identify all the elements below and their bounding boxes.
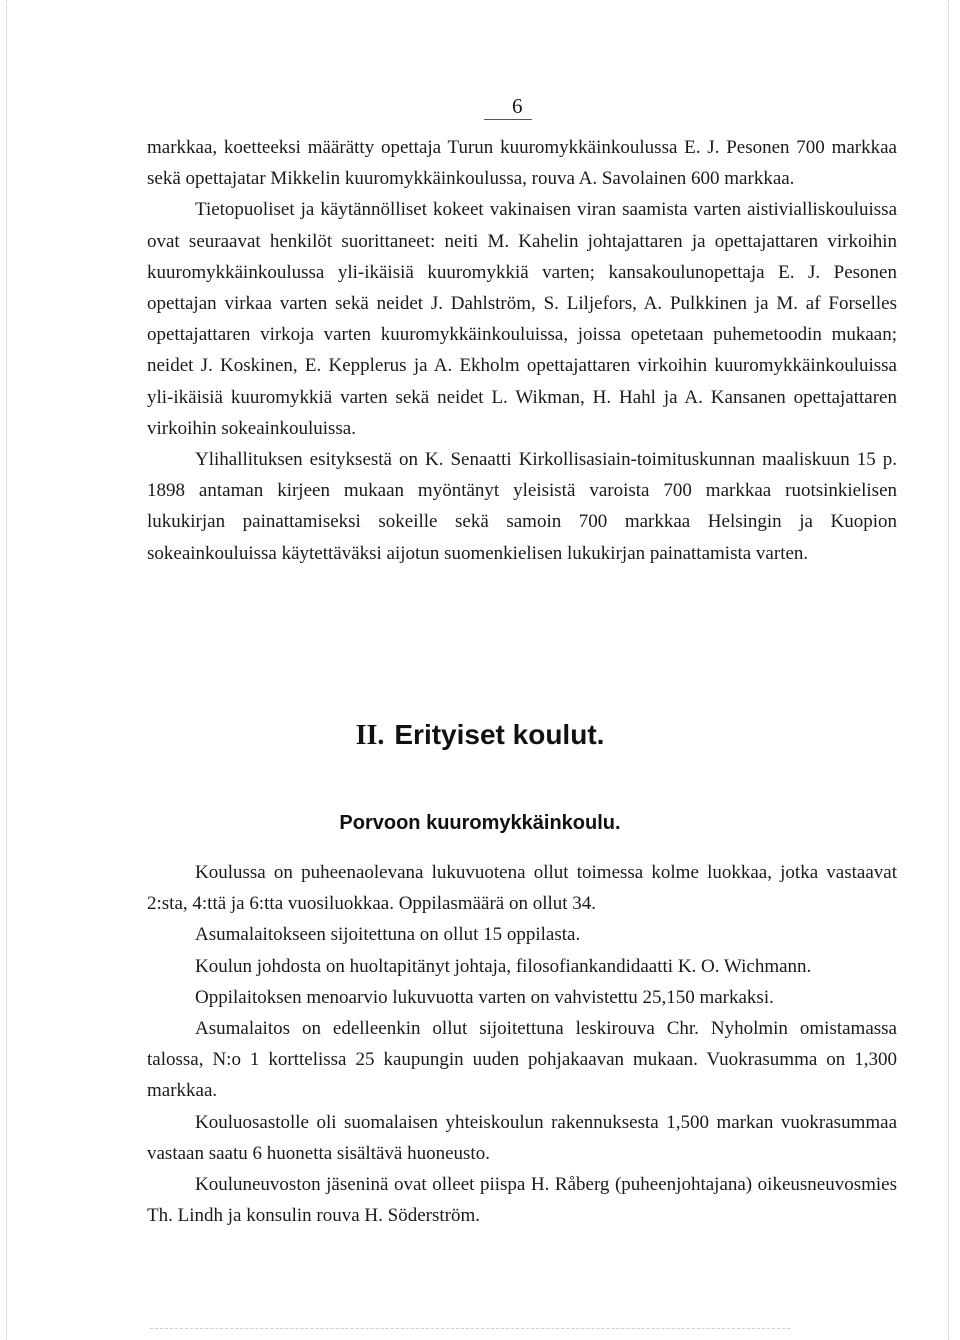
paragraph: Asumalaitokseen sijoitettuna on ollut 15 oppilasta. [195,924,581,946]
paragraph: Tietopuoliset ja käytännölliset kokeet vakinaisen viran saamista varten aistivialliskouluissa ovat seuraavat henkilöt suorittaneet: neiti M. Kahelin johtajattaren ja opettajattaren virkoihin kuuromykkäinkoulussa yli-ikäisiä kuuromykkiä varten; kansakoulunopettaja E. J. Pesonen opettajan virkaa varten sekä neidet J. Dahlström, S. Liljefors, A. Pulkkinen ja M. af Forselles opettajattaren virkoja varten kuuromykkäinkouluissa, joissa opetetaan puhemetoodin mukaan; neidet J. Koskinen, E. Kepplerus ja A. Ekholm opettajattaren virkoihin kuuromykkäinkouluissa yli-ikäisiä kuuromykkiä varten sekä neidet L. Wikman, H. Hahl ja A. Kansanen opettajattaren virkoihin sokeainkouluissa. [147,199,897,439]
page-number-rule [484,119,532,120]
paragraph: Kouluosastolle oli suomalaisen yhteiskoulun rakennuksesta 1,500 markan vuokrasummaa vastaan saatu 6 huonetta sisältävä huoneusto. [147,1111,897,1164]
paragraph: Oppilaitoksen menoarvio lukuvuotta varten on vahvistettu 25,150 markaksi. [195,986,774,1008]
top-text-block [147,132,897,569]
paragraph: Koulun johdosta on huoltapitänyt johtaja, filosofiankandidaatti K. O. Wichmann. [195,955,812,977]
section-title: Erityiset koulut. [394,719,605,750]
paragraph: Asumalaitos on edelleenkin ollut sijoitettuna leskirouva Chr. Nyholmin omistamassa talossa, N:o 1 korttelissa 25 kaupungin uuden pohjakaavan mukaan. Vuokrasumma on 1,300 markkaa. [147,1018,897,1102]
paragraph: markkaa, koetteeksi määrätty opettaja Turun kuuromykkäinkoulussa E. J. Pesonen 700 markkaa sekä opettajatar Mikkelin kuuromykkäinkoulussa, rouva A. Savolainen 600 markkaa. [147,137,897,190]
paragraph: Ylihallituksen esityksestä on K. Senaatti Kirkollisasiain-toimituskunnan maaliskuun 15 p. 1898 antaman kirjeen mukaan myöntänyt yleisistä varoista 700 markkaa ruotsinkielisen lukukirjan painattamiseksi sokeille sekä samoin 700 markkaa Helsingin ja Kuopion sokeainkouluissa käytettäväksi aijotun suomenkielisen lukukirjan painattamista varten. [147,449,897,564]
page-number: 6 [512,94,523,118]
section-heading [0,718,960,753]
scan-artifact [150,1328,790,1329]
section-numeral: II. [355,720,385,751]
paragraph: Kouluneuvoston jäseninä ovat olleet piispa H. Råberg (puheenjohtajana) oikeusneuvosmies Th. Lindh ja konsulin rouva H. Söderström. [147,1174,897,1227]
bottom-text-block [147,857,897,1231]
subsection-heading: Porvoon kuuromykkäinkoulu. [339,812,621,834]
scan-edge-left [6,0,7,1340]
scan-edge-right [948,0,949,1340]
paragraph: Koulussa on puheenaolevana lukuvuotena ollut toimessa kolme luokkaa, jotka vastaavat 2:sta, 4:ttä ja 6:tta vuosiluokkaa. Oppilasmäärä on ollut 34. [147,862,897,915]
